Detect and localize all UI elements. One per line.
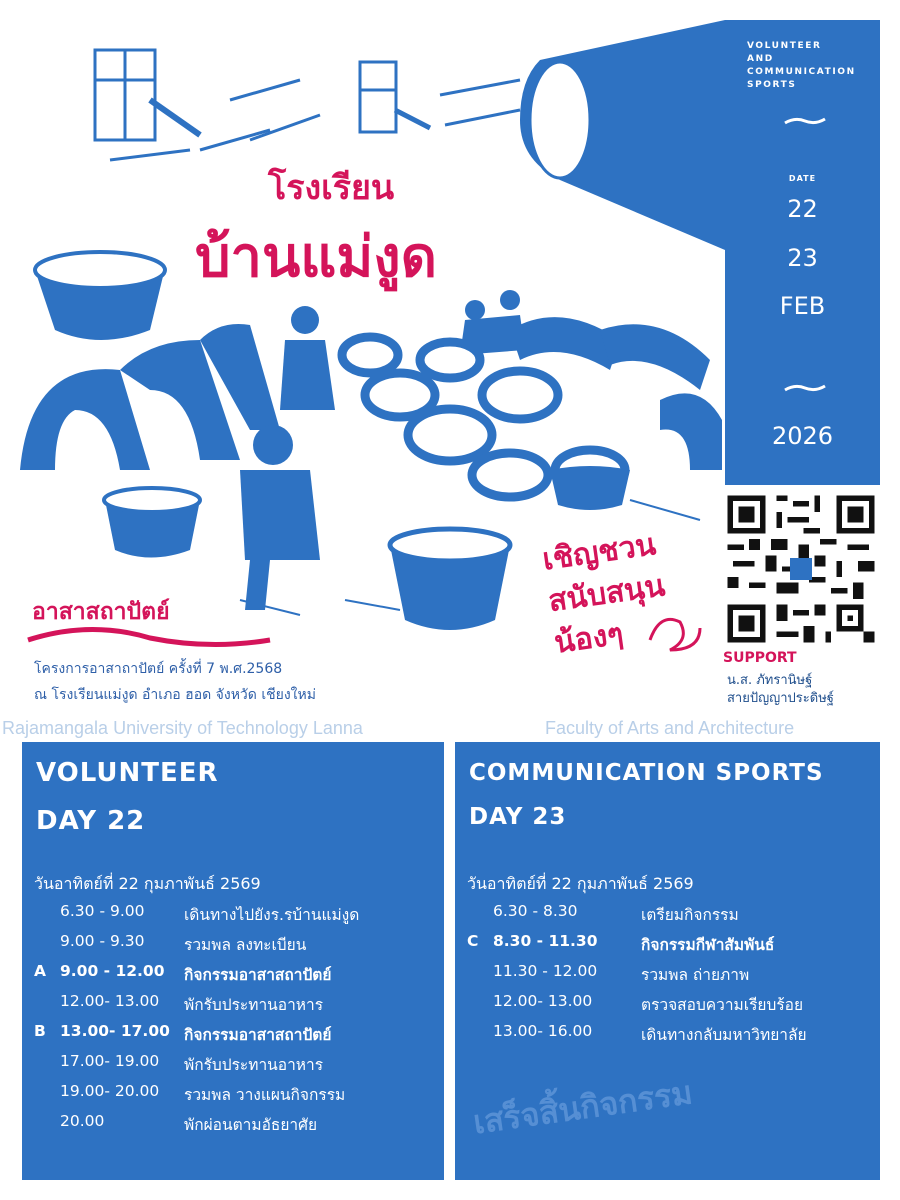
- volunteer-schedule-panel: [22, 742, 444, 1180]
- schedule-row: [34, 992, 434, 1014]
- schedule-marker: C: [467, 932, 479, 950]
- school-title-line1: โรงเรียน: [268, 168, 395, 208]
- playground-illustration: [95, 50, 320, 160]
- schedule-time: 13.00- 16.00: [493, 1022, 593, 1040]
- date-label: DATE: [788, 174, 817, 183]
- schedule-time: 11.30 - 12.00: [493, 962, 598, 980]
- wave-divider: [783, 382, 827, 394]
- support-name-2: สายปัญญาประดิษฐ์: [727, 691, 834, 706]
- schedule-time: 12.00- 13.00: [493, 992, 593, 1010]
- schedule-row: [467, 962, 867, 984]
- schedule-activity: เดินทางไปยังร.รบ้านแม่งูด: [184, 906, 360, 924]
- sidebar-heading-line: COMMUNICATION: [747, 67, 856, 77]
- schedule-row: [34, 932, 434, 954]
- support-name-1: น.ส. ภัทรานิษฐ์: [727, 673, 813, 688]
- tire-arches-right: [510, 317, 620, 370]
- schedule-time: 9.00 - 12.00: [60, 962, 165, 980]
- university-watermark: Rajamangala University of Technology Lanna: [2, 718, 363, 738]
- date-day-23: 23: [787, 244, 818, 272]
- school-title-line2: บ้านแม่งูด: [195, 224, 437, 290]
- panel-day: DAY 23: [469, 804, 567, 830]
- tire-arches-left: [20, 369, 150, 470]
- invite-line: สนับสนุน: [546, 568, 668, 620]
- schedule-activity: เตรียมกิจกรรม: [641, 906, 739, 924]
- date-month: FEB: [779, 292, 826, 320]
- panel-title: COMMUNICATION SPORTS: [469, 760, 824, 786]
- schedule-time: 17.00- 19.00: [60, 1052, 160, 1070]
- schedule-row: [34, 902, 434, 924]
- sidebar-heading: [747, 40, 877, 92]
- invite-line: เชิญชวน: [540, 527, 659, 578]
- schedule-activity: พักผ่อนตามอัธยาศัย: [184, 1116, 318, 1134]
- underline-stroke: [28, 629, 270, 644]
- schedule-row: [34, 962, 434, 984]
- sidebar-heading-line: VOLUNTEER: [747, 41, 822, 51]
- date-year: 2026: [771, 422, 834, 450]
- schedule-row: [34, 1082, 434, 1104]
- schedule-marker: B: [34, 1022, 46, 1040]
- invite-line: น้องๆ: [552, 616, 626, 661]
- schedule-row: [34, 1022, 434, 1044]
- schedule-activity: พักรับประทานอาหาร: [184, 996, 324, 1014]
- panel-title: VOLUNTEER: [36, 758, 219, 788]
- project-line-2: ณ โรงเรียนแม่งูด อำเภอ ฮอด จังหวัด เชียงใหม่: [34, 687, 316, 703]
- schedule-marker: A: [34, 962, 46, 980]
- schedule-time: 6.30 - 8.30: [493, 902, 578, 920]
- schedule-row: [467, 1022, 867, 1044]
- project-line-1: โครงการอาสาถาปัตย์ ครั้งที่ 7 พ.ศ.2568: [34, 661, 283, 677]
- schedule-activity: รวมพล วางแผนกิจกรรม: [184, 1086, 346, 1104]
- playground-illustration-2: [360, 62, 520, 132]
- schedule-time: 13.00- 17.00: [60, 1022, 170, 1040]
- closing-text: เสร็จสิ้นกิจกรรม: [470, 1073, 695, 1142]
- schedule-row: [467, 932, 867, 954]
- schedule-row: [467, 992, 867, 1014]
- schedule-time: 12.00- 13.00: [60, 992, 160, 1010]
- panel-date: วันอาทิตย์ที่ 22 กุมภาพันธ์ 2569: [467, 874, 694, 893]
- schedule-row: [34, 1052, 434, 1074]
- schedule-activity: กิจกรรมกีฬาสัมพันธ์: [641, 936, 775, 954]
- invite-text: [540, 524, 674, 665]
- schedule-time: 6.30 - 9.00: [60, 902, 145, 920]
- project-name: อาสาสถาปัตย์: [32, 599, 170, 625]
- panel-day: DAY 22: [36, 806, 146, 836]
- schedule-time: 8.30 - 11.30: [493, 932, 598, 950]
- schedule-activity: ตรวจสอบความเรียบร้อย: [641, 996, 804, 1014]
- schedule-time: 9.00 - 9.30: [60, 932, 145, 950]
- panel-date: วันอาทิตย์ที่ 22 กุมภาพันธ์ 2569: [34, 874, 261, 893]
- schedule-row: [467, 902, 867, 924]
- date-day-22: 22: [787, 195, 818, 223]
- schedule-activity: พักรับประทานอาหาร: [184, 1056, 324, 1074]
- schedule-activity: รวมพล ลงทะเบียน: [184, 936, 307, 954]
- schedule-activity: กิจกรรมอาสาสถาปัตย์: [184, 966, 332, 984]
- support-label: SUPPORT: [723, 650, 797, 666]
- qr-code[interactable]: [722, 490, 880, 648]
- sidebar-heading-line: AND: [747, 54, 774, 64]
- tire-bowl-right: [550, 466, 630, 510]
- wave-divider: [783, 115, 827, 127]
- schedule-activity: กิจกรรมอาสาสถาปัตย์: [184, 1026, 332, 1044]
- event-date-sidebar: [725, 20, 880, 485]
- sidebar-heading-line: SPORTS: [747, 80, 797, 90]
- faculty-watermark: Faculty of Arts and Architecture: [545, 718, 795, 738]
- schedule-activity: รวมพล ถ่ายภาพ: [641, 966, 750, 984]
- schedule-time: 19.00- 20.00: [60, 1082, 160, 1100]
- schedule-time: 20.00: [60, 1112, 105, 1130]
- schedule-row: [34, 1112, 434, 1134]
- schedule-activity: เดินทางกลับมหาวิทยาลัย: [641, 1026, 807, 1044]
